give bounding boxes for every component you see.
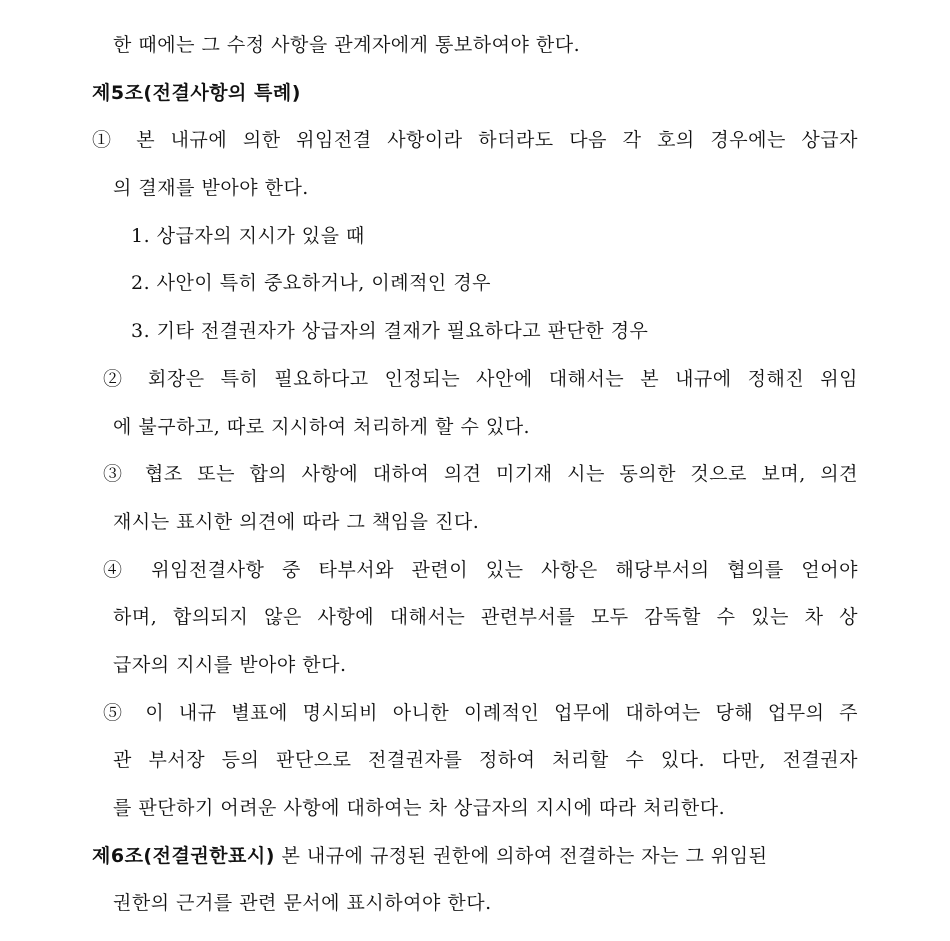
article-5-clause-1-cont: 의 결재를 받아야 한다. — [113, 177, 309, 199]
article-5-clause-3-cont: 재시는 표시한 의견에 따라 그 책임을 진다. — [113, 511, 480, 533]
list-item-3: 3. 기타 전결권자가 상급자의 결재가 필요하다고 판단한 경우 — [131, 320, 649, 342]
article-5-clause-4: ④ 위임전결사항 중 타부서와 관련이 있는 사항은 해당부서의 협의를 얻어야 — [103, 559, 858, 581]
article-5-clause-5-cont-1: 관 부서장 등의 판단으로 전결권자를 정하여 처리할 수 있다. 다만, 전결권자 — [113, 749, 858, 771]
article-5-clause-1: ① 본 내규에 의한 위임전결 사항이라 하더라도 다음 각 호의 경우에는 상급자 — [92, 129, 858, 151]
article-5-clause-4-cont-1: 하며, 합의되지 않은 사항에 대해서는 관련부서를 모두 감독할 수 있는 차 상 — [113, 606, 858, 628]
article-6-line — [92, 843, 858, 869]
article-5-clause-3: ③ 협조 또는 합의 사항에 대하여 의견 미기재 시는 동의한 것으로 보며, 의견 — [103, 463, 858, 485]
article-5-clause-5-cont-2: 를 판단하기 어려운 사항에 대하여는 차 상급자의 지시에 따라 처리한다. — [113, 797, 726, 819]
article-5-heading: 제5조(전결사항의 특례) — [92, 82, 301, 104]
list-item-1: 1. 상급자의 지시가 있을 때 — [131, 225, 365, 247]
article-6-cont: 권한의 근거를 관련 문서에 표시하여야 한다. — [113, 892, 492, 914]
article-5-clause-2: ② 회장은 특히 필요하다고 인정되는 사안에 대해서는 본 내규에 정해진 위임 — [103, 368, 858, 390]
paragraph-line: 한 때에는 그 수정 사항을 관계자에게 통보하여야 한다. — [113, 34, 581, 56]
article-6-body: 본 내규에 규정된 권한에 의하여 전결하는 자는 그 위임된 — [274, 845, 768, 867]
article-6-heading: 제6조(전결권한표시) — [92, 845, 275, 867]
article-5-clause-4-cont-2: 급자의 지시를 받아야 한다. — [113, 654, 347, 676]
article-5-clause-5: ⑤ 이 내규 별표에 명시되비 아니한 이례적인 업무에 대하여는 당해 업무의 주 — [103, 702, 858, 724]
article-5-clause-2-cont: 에 불구하고, 따로 지시하여 처리하게 할 수 있다. — [113, 416, 531, 438]
list-item-2: 2. 사안이 특히 중요하거나, 이례적인 경우 — [131, 272, 492, 294]
